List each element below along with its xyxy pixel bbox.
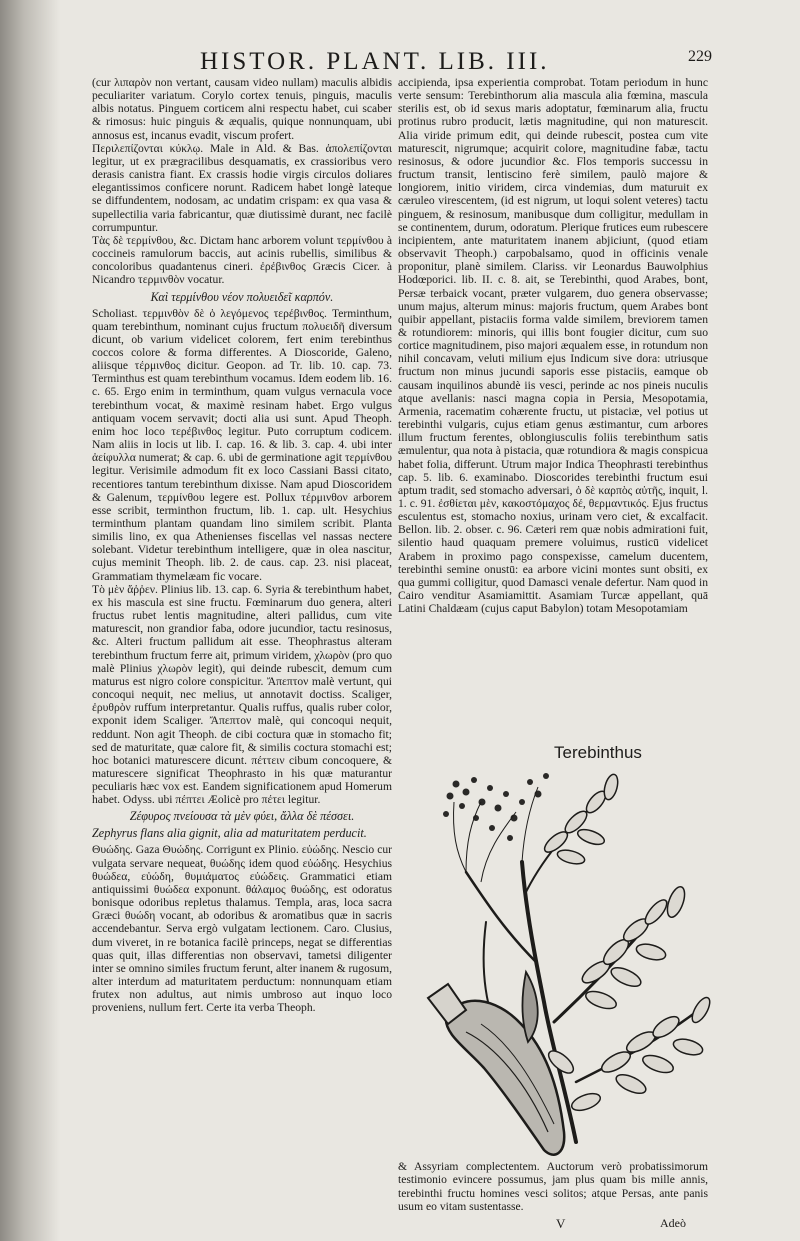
right-text-column [398,76,708,743]
signature-mark: V [556,1216,566,1231]
running-head: HISTOR. PLANT. LIB. III. [200,48,550,75]
closing-paragraph: & Assyriam complectentem. Auctorum verò probatissimorum testimonio evincere possumus, jam plus quam bis mille annis, terebinthi fructu homines vesci solitos; atque Persas, ante panis usum eo vitam sustentasse. [398,1160,708,1214]
page-number: 229 [688,48,712,65]
page-gutter-shadow [0,0,60,1241]
paragraph: Τὸ μὲν ἄῤῥεν. Plinius lib. 13. cap. 6. Syria & terebinthum habet, ex his mascula est sine fructu. Fœminarum duo genera, alteri fructus rubet lentis magnitudine, alteri pallidus, cum vite maturescit, non grandior faba, odore jucundior, tactu resinosus, &c. Alteri fructum pallidum ait esse. Theophrastus alteram terebinthum fructum ferre ait, primum viridem, χλωρὸν (pro quo malè Plinius χλωρὸν legit), qui deinde rubescit, demum cum maturus est nigro colore conspicitur. Ἄπεπτον malè vertunt, qui concoqui nequit, nec melius, ut annotavit doctiss. Scaliger, ἐρυθρὸν ruffum interpretantur. Qualis ruffus, qualis ruber color, exponit idem Scaliger. Ἄπεπτον malè, qui concoqui nequit, reddunt. Non agit Theoph. de cibi coctura quæ in stomacho fit; sed de maturitate, quæ calore fit, & similis coctura stomachi est; hoc botanici maturescere dicunt. πέττειν cibum concoquere, & maturescere significat Theophrasto in his quæ maturantur peculiaris hæc vox est. Eandem significationem apud Homerum habet. Odyss. ubi πέπτει Æolicè pro πέτει legitur. [92,582,392,807]
paragraph: accipienda, ipsa experientia comprobat. Totam periodum in hunc verte sensum: Terebinthorum alia mascula alia fœmina, mascula sterilis est, ob id sexus maris adoptatur, fœminarum alia, fructu protinus rubro producit, lætis magnitudine, qui non maturescit. Alia viride primum edit, qui deinde rubescit, postea cum vite maturescit, nigrumque; acquirit colore, magnitudine fabæ, tactu resinosus, & odore jucundior &c. Flos temporis successu in fructum transit, lentiscino ferè similem, paulò majore & longiorem, initio viridem, circa vindemias, dum maturuit ex cæruleo virescentem, (id est nigrum, ut loqui solent veteres) tactu pinguem, & resinosum, manibusque dum colligitur, medullam in se continentem, durum, odoratum. Plerique frutices eum rubescere incipientem, ante maturitatem inanem abjiciunt, (quod etiam observavit Theoph.) carpobalsamo, quod in officinis venale proponitur, planè similem. Clariss. vir Leonardus Bauwolphius Hodœporici. lib. II. c. 8. ait, se Terebinthi, quod Arabes, bont, Persæ terbaick vocant, præter vulgarem, duo genera observasse; unum majus, alterum minus: majoris fructum, quem Arabes bont quibir appellant, pistaciis forma valde similem, breviorem tamen & rotundiorem: minoris, qui illis bont fougier dicitur, cum suo cortice magnitudinem, piso majori æqualem esse, in rotundum non nihil concavam, veluti milium ejus Indicum sive dora: utriusque fructum non minus jucundi saporis esse pistaciis, eamque ob causam inquilinos abundè iis vesci, perinde ac nos pineis nuculis atque avellanis: nasci magna copia in Persia, Mesopotamia, Armenia, racematim cohærente fructu, ut pistaciæ, vel potius ut terebinthi vulgaris, cujus etiam genus æstimantur, cum arbores illum fructum ferentes, oblongiusculis foliis terebinthum satis æmulentur, qua nota à pistacia, quæ rotundiora & magis conspicua habet folia, differunt. Utrum major Indica Theophrasti terebinthus cap. 5. lib. 6. examinabo. Dioscorides terebinthi fructum esui aptum tradit, sed stomacho adversari, ὁ δὲ καρπὸς αὐτῆς, inquit, l. 1. c. 91. ἐσθίεται μὲν, κακοστόμαχος δέ, θερμαντικός. Ejus fructus esculentus est, stomacho noxius, urinam vero ciet, & excalfacit. Bellon. lib. 2. obser. c. 96. Cæteri rem quæ nobis admirationi fuit, silentio haud quaquam premere voluimus, rusticū videlicet Arabem in proximo pago conspexisse, camelum ducentem, terebinthi semine onustū: ea arbore vicini montes sunt obsiti, ex qua gummi colligitur, quod Damasci venale defertur. Nam quod in Cairo venditur Asamiamittit. Asamiam Turcæ appellant, quā Latini Chaldæam (cujus caput Babylon) totam Mesopotamiam [398,76,708,616]
paragraph: Scholiast. τερμινθὸν δὲ ὁ λεγόμενος τερέβινθος. Terminthum, quam terebinthum, nominant cujus fructum πολυειδῆ diversum dicunt, ob varium videlicet colorem, fert enim terebinthus coccos colore & forma differentes. A Dioscoride, Galeno, aliisque τέρμινθος dicitur. Geopon. ad Tr. lib. 10. cap. 73. Terminthus est quam terebinthum vocamus. Idem eodem lib. 16. c. 65. Ergo enim in terminthum, quam vulgus vernacula voce terebinthum vocat, & maximè resinam habet. Ergo vulgus antiquam vocem servavit; docti alia usi sunt. Apud Theoph. enim hoc loco τερέβινθος legitur. Puto corruptum codicem. Nam aliis in locis ut lib. I. cap. 16. & lib. 3. cap. 4. ubi inter ἀείφυλλα numerat; & cap. 6. ubi de germinatione agit τερμίνθου legitur. Verisimile admodum fit ex loco Cassiani Bassi citato, recentiores tantum terebinthum dixisse. Nam apud Dioscoridem & Galenum, τερμίνθου legere est. Pollux τέρμινθον arborem esse scribit, terminthon fructum, lib. 1. cap. ult. Hesychius terminthum plantam quandam lino similem scribit. Planta similis lino, ex qua Athenienses fiscellas vel nassas nectere solebant. Videtur terebinthum intelligere, quæ in olea nascitur, cujus meminit Theoph. lib. 2. de caus. cap. 23. nisi placeat, Grammatiam thymelæam fic vocare. [92,306,392,583]
figure-caption: Terebinthus [554,743,642,762]
paragraph: (cur λιπαρὸν non vertant, causam video nullam) maculis albidis peculiariter variatum. Corylo cortex tenuis, pinguis, maculis albis notatus. Pinguem corticem alni respectu habet, cui scaber & rimosus: huic pinguis & æqualis, quique nonnunquam, ubi annosus est, incanus evadit, viscum profert. [92,76,392,142]
page-header [200,48,712,78]
catchword: Adeò [660,1216,686,1230]
left-text-column [92,76,392,1174]
paragraph: Θυώδης. Gaza Θυώδης. Corrigunt ex Plinio. εὐώδης. Nescio cur vulgata servare nequeat, θυώδης idem quod εὐώδης. Hesychius θυώδεα, εὐώδη, θυμιάματος εὐώδεις. Grammatici etiam antiquissimi θυώδεα exponunt. θάλαμος θυώδης, est odoratus bonisque odoribus repletus thalamus. Templa, aras, loca sacra Græci θυώδη vocant, ab odoribus & aromatibus quæ in sacris accendebantur. Serva ergò vulgatam lectionem. Caro. Clusius, dum viveret, in re botanica facilè princeps, negat se differentias quas quit, illas differentias non observavi, tametsi diligenter inter se omnino similes fructum ferunt, alter inanem & rugosum, alter interdum ad maturitatem perductum: nonnunquam etiam frutex non adultus, aut nimis umbroso aut inquo loco proveniens, nullum fert. Certe ita verba Theoph. [92,843,392,1015]
greek-subheading: Ζέφυρος πνείουσα τὰ μὲν φύει, ἄλλα δὲ πέσσει. [129,809,355,824]
greek-subheading: Καὶ τερμίνθου νέον πολυειδεῖ καρπόν. [150,289,334,304]
paragraph: Περιλεπίζονται κύκλῳ. Male in Ald. & Bas. ἀπολεπίζονται legitur, ut ex prægracilibus desquamatis, ex crassioribus vero derasis canistra fiant. Ex crassis hodie virgis circulos doliares elegantissimos conficere norunt. Radicem habet longè lateque se diffundentem, nodosam, ac undatim crispam: ex qua vasa & supellectilia varia fabricantur, quæ diutissimè durant, nec facilè corrumpuntur. [92,141,392,234]
paragraph: Τὰς δὲ τερμίνθου, &c. Dictam hanc arborem volunt τερμίνθου à coccineis ramulorum baccis, aut acinis rubellis, similibus & concoloribus quadantenus cineri. ἐρέβινθος Græcis Cicer. à Nicandro τερμινθὸν vocatur. [92,233,392,287]
latin-subheading: Zephyrus flans alia gignit, alia ad maturitatem perducit. [92,826,367,841]
terebinthus-woodcut-illustration [426,762,716,1162]
